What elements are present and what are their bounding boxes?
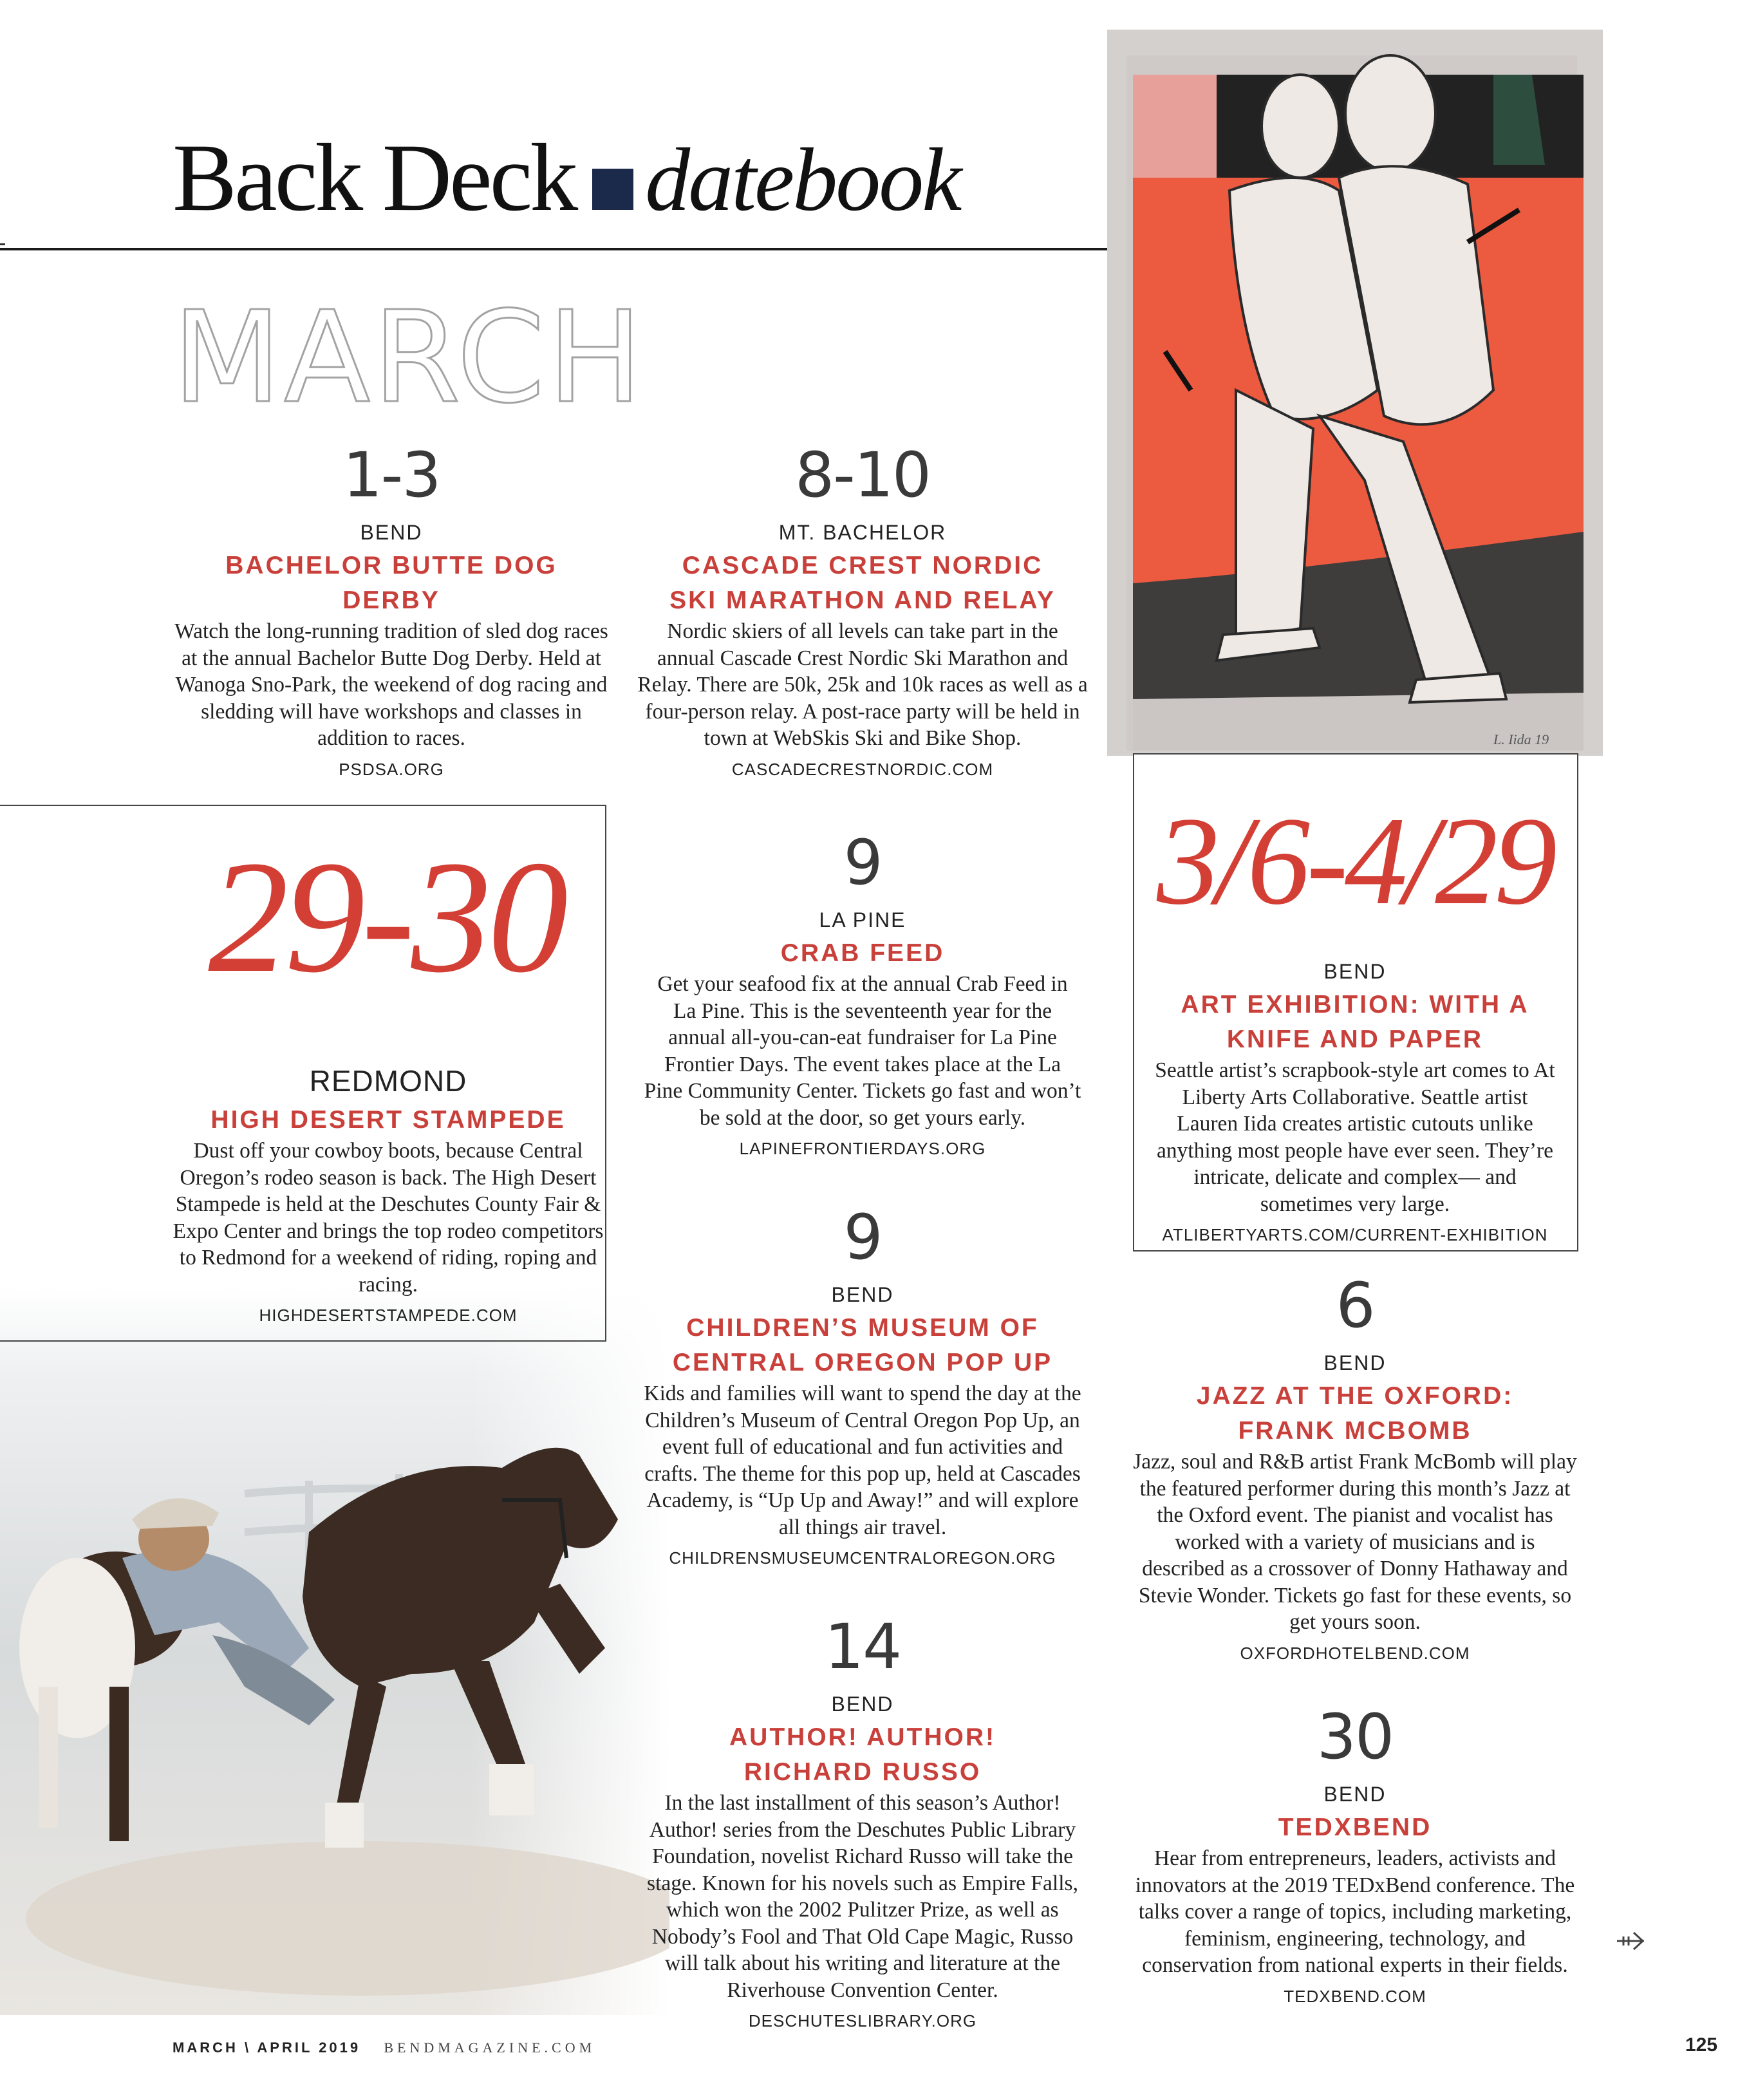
section-header [173, 122, 960, 251]
event-description: Hear from entrepreneurs, leaders, activists and innovators at the 2019 TEDxBend conference. The talks cover a range of topics, including marketing, feminism, engineering, technology, and conservation from national experts in their fields. [1135, 1846, 1575, 1978]
event-description: Watch the long-running tradition of sled dog races at the annual Bachelor Butte Dog Derby. Held at Wanoga Sno-Park, the weekend of dog racing and sledding will have workshops and classes in addition to races. [174, 619, 608, 751]
page-number: 125 [1685, 2034, 1718, 2056]
event-title: ART EXHIBITION: WITH A KNIFE AND PAPER [1181, 991, 1529, 1054]
event-title: CHILDREN’S MUSEUM OF CENTRAL OREGON POP UP [672, 1314, 1053, 1377]
event-location: BEND [1323, 1351, 1387, 1374]
art-signature: L. Iida 19 [1493, 731, 1549, 747]
header-rule [0, 248, 1108, 250]
event-title: TEDXBEND [1278, 1814, 1432, 1842]
event-link[interactable]: PSDSA.ORG [339, 759, 444, 779]
month-heading: MARCH [173, 285, 645, 431]
event-date: 1-3 [342, 439, 440, 511]
event-link[interactable]: DESCHUTESLIBRARY.ORG [748, 2011, 977, 2031]
event-description: Nordic skiers of all levels can take part in the annual Cascade Crest Nordic Ski Marathon and Relay. There are 50k, 25k and 10k races as well as a four-person relay. A post-race party will be held in town at WebSkis Ski and Bike Shop. [637, 619, 1088, 751]
event-title: CRAB FEED [780, 939, 945, 968]
event-link[interactable]: LAPINEFRONTIERDAYS.ORG [739, 1139, 986, 1159]
event-date: 9 [843, 827, 882, 899]
event-high-desert-stampede [173, 1049, 604, 1326]
event-description: Jazz, soul and R&B artist Frank McBomb will play the featured performer during this month’s Jazz at the Oxford event. The pianist and vocalist has worked with a variety of musicians and is described as a crossover of Donny Hathaway and Stevie Wonder. Tickets go fast for these events, so get yours soon. [1133, 1450, 1577, 1635]
issue-date: MARCH \ APRIL 2019 [173, 2039, 361, 2056]
event-art-exhibition [1139, 945, 1571, 1245]
event-title: HIGH DESERT STAMPEDE [210, 1106, 566, 1134]
event-date: 9 [843, 1201, 882, 1273]
art-cutout-image [1107, 30, 1603, 756]
event-link[interactable]: HIGHDESERTSTAMPEDE.COM [259, 1306, 518, 1325]
event-crab-feed [644, 827, 1081, 1159]
event-link[interactable]: OXFORDHOTELBEND.COM [1240, 1643, 1470, 1663]
event-title: BACHELOR BUTTE DOG DERBY [225, 552, 557, 615]
event-location: LA PINE [819, 908, 906, 932]
event-link[interactable]: CHILDRENSMUSEUMCENTRALOREGON.ORG [669, 1548, 1056, 1568]
event-date: 30 [1316, 1701, 1394, 1773]
event-link[interactable]: TEDXBEND.COM [1284, 1986, 1426, 2006]
event-tedxbend [1133, 1701, 1577, 2007]
event-title: CASCADE CREST NORDIC SKI MARATHON AND RELAY [669, 552, 1056, 615]
event-title: JAZZ AT THE OXFORD: FRANK MCBOMB [1196, 1382, 1514, 1445]
arrow-icon [1614, 1925, 1647, 1957]
event-date: 6 [1336, 1270, 1374, 1342]
event-date-large: 29-30 [208, 828, 565, 1006]
navy-square-icon [592, 169, 633, 210]
event-jazz-oxford [1133, 1270, 1577, 1664]
event-location: BEND [1323, 960, 1387, 983]
event-childrens-museum [644, 1201, 1081, 1568]
event-description: Kids and families will want to spend the day at the Children’s Museum of Central Oregon Pop Up, an event full of educational and fun activities and crafts. The theme for this pop up, held at Cascades Academy, is “Up Up and Away!” and will explore all things air travel. [644, 1382, 1081, 1539]
section-subtitle: datebook [645, 130, 960, 230]
section-title: Back Deck [173, 124, 576, 231]
event-location: REDMOND [309, 1064, 467, 1098]
event-date: 8-10 [795, 439, 930, 511]
magazine-site[interactable]: BENDMAGAZINE.COM [384, 2039, 596, 2056]
event-location: MT. BACHELOR [778, 521, 947, 544]
event-title: AUTHOR! AUTHOR! RICHARD RUSSO [729, 1723, 996, 1786]
event-description: Get your seafood fix at the annual Crab Feed in La Pine. This is the seventeenth year for the annual all-you-can-eat fundraiser for La Pine Frontier Days. The event takes place at the La Pine Community Center. Tickets go fast and won’t be sold at the door, so get yours early. [644, 972, 1081, 1130]
event-date: 14 [824, 1611, 901, 1683]
event-location: BEND [360, 521, 423, 544]
event-author-russo [637, 1611, 1088, 2031]
event-description: In the last installment of this season’s Author! Author! series from the Deschutes Public Library Foundation, novelist Richard Russo will take the stage. Known for his novels such as Empire Falls, which won the 2002 Pulitzer Prize, as well as Nobody’s Fool and That Old Cape Magic, Russo will talk about his writing and literature at the Riverhouse Convention Center. [647, 1791, 1078, 2002]
event-link[interactable]: ATLIBERTYARTS.COM/CURRENT-EXHIBITION [1162, 1225, 1548, 1245]
page-footer [173, 2039, 595, 2056]
edge-mark [0, 243, 5, 245]
event-date-large: 3/6-4/29 [1156, 791, 1554, 931]
event-description: Seattle artist’s scrapbook-style art comes to At Liberty Arts Collaborative. Seattle artist Lauren Iida creates artistic cutouts unlike anything most people have ever seen. They’re intricate, delicate and complex— and sometimes very large. [1155, 1058, 1555, 1216]
event-nordic-marathon [637, 439, 1088, 780]
event-location: BEND [1323, 1783, 1387, 1806]
event-dog-derby [173, 439, 610, 780]
event-link[interactable]: CASCADECRESTNORDIC.COM [731, 759, 994, 779]
event-location: BEND [831, 1283, 894, 1306]
event-description: Dust off your cowboy boots, because Central Oregon’s rodeo season is back. The High Desert Stampede is held at the Deschutes County Fair & Expo Center and brings the top rodeo competitors to Redmond for a weekend of riding, roping and racing. [173, 1139, 604, 1297]
event-location: BEND [831, 1692, 894, 1716]
rodeo-steer-wrestling-photo [0, 1288, 669, 2015]
